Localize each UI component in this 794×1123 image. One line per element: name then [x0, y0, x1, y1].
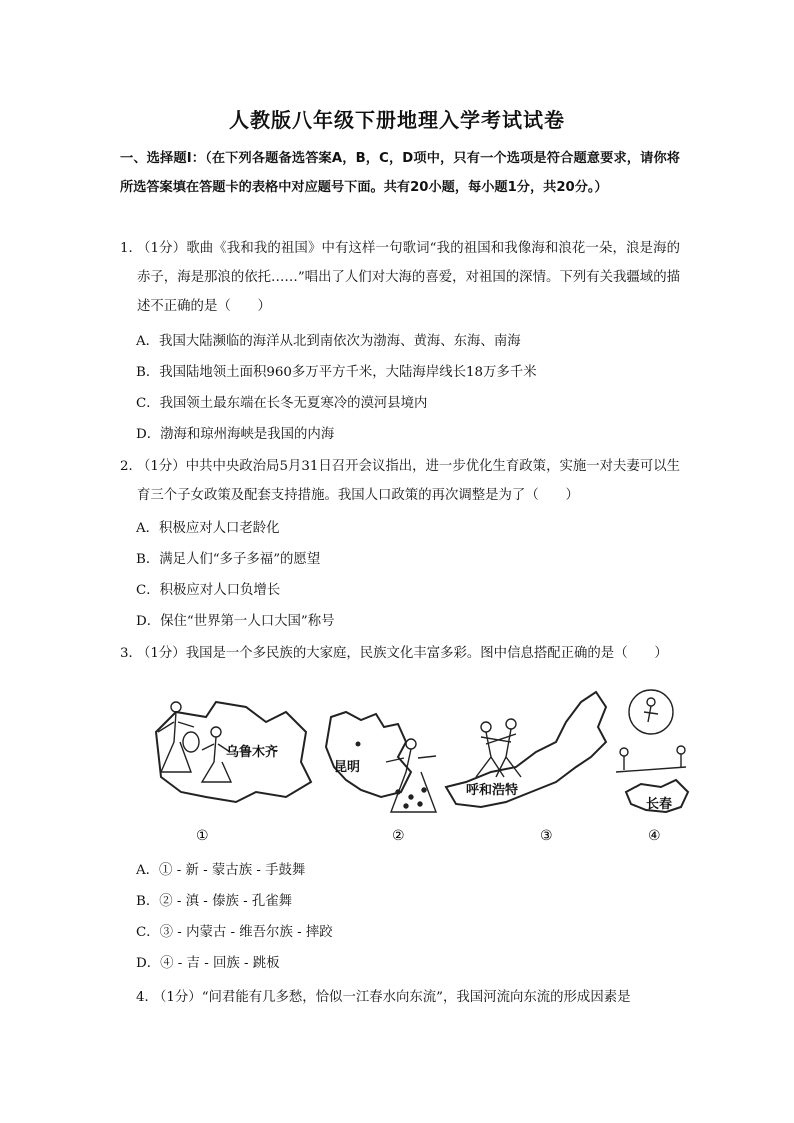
question-number: 4． [136, 990, 158, 1005]
map-city-label: 长春 [646, 797, 673, 812]
map-marker: ④ [648, 828, 661, 844]
option-d: D．保住“世界第一人口大国”称号 [136, 614, 335, 629]
option-b: B．我国陆地领土面积960多万平方千米，大陆海岸线长18万多千米 [136, 365, 537, 380]
map-inner-mongolia [446, 692, 606, 844]
question-stem: （1分）中共中央政治局5月31日召开会议指出，进一步优化生育政策，实施一对夫妻可以生育三个子女政策及配套支持措施。我国人口政策的再次调整是为了（ ） [137, 459, 680, 503]
question-stem: （1分）我国是一个多民族的大家庭，民族文化丰富多彩。图中信息搭配正确的是（ ） [137, 646, 668, 661]
map-city-label: 乌鲁木齐 [226, 745, 279, 760]
option-d: D．④ - 吉 - 回族 - 跳板 [136, 956, 280, 971]
question-number: 3． [120, 646, 142, 661]
option-b: B．② - 滇 - 傣族 - 孔雀舞 [136, 894, 293, 909]
question-number: 2． [120, 459, 142, 474]
dancer-figure-icon [158, 702, 231, 782]
question-stem: （1分）“问君能有几多愁，恰似一江春水向东流”，我国河流向东流的形成因素是 [153, 990, 631, 1005]
option-c: C．我国领土最东端在长冬无夏寒冷的漠河县境内 [136, 396, 428, 411]
question-4 [136, 983, 680, 1012]
question-3 [120, 639, 680, 668]
question-stem: （1分）歌曲《我和我的祖国》中有这样一句歌词“我的祖国和我像海和浪花一朵，浪是海的赤子，海是那浪的依托……”唱出了人们对大海的喜爱，对祖国的深情。下列有关我疆域的描述不正确的是（ ） [137, 241, 680, 314]
peacock-dancer-icon [386, 739, 436, 812]
question-1 [120, 234, 680, 321]
map-city-label: 呼和浩特 [466, 783, 519, 798]
map-jilin [616, 690, 688, 844]
map-marker: ① [196, 828, 209, 844]
option-a: A．我国大陆濒临的海洋从北到南依次为渤海、黄海、东海、南海 [136, 334, 521, 349]
option-a: A．积极应对人口老龄化 [136, 521, 280, 536]
option-c: C．③ - 内蒙古 - 维吾尔族 - 摔跤 [136, 925, 333, 940]
map-marker: ② [392, 828, 405, 844]
option-a: A．① - 新 - 蒙古族 - 手鼓舞 [136, 863, 306, 878]
section-heading: 一、选择题Ⅰ：（在下列各题备选答案A，B，C，D项中，只有一个选项是符合题意要求，请你将所选答案填在答题卡的表格中对应题号下面。共有20小题，每小题1分，共20分。） [120, 151, 680, 195]
map-marker: ③ [540, 828, 553, 844]
wrestlers-icon [476, 719, 521, 777]
option-c: C．积极应对人口负增长 [136, 583, 281, 598]
map-xinjiang [156, 702, 311, 844]
seesaw-performers-icon [616, 698, 686, 772]
question-number: 1． [120, 241, 142, 256]
ethnic-culture-figure [136, 672, 696, 852]
question-2 [120, 452, 680, 510]
page-title: 人教版八年级下册地理入学考试试卷 [229, 108, 565, 132]
option-d: D．渤海和琼州海峡是我国的内海 [136, 427, 335, 442]
map-yunnan [326, 712, 436, 844]
seesaw-vignette-icon [629, 690, 673, 734]
map-city-label: 昆明 [334, 760, 361, 775]
option-b: B．满足人们“多子多福”的愿望 [136, 552, 321, 567]
